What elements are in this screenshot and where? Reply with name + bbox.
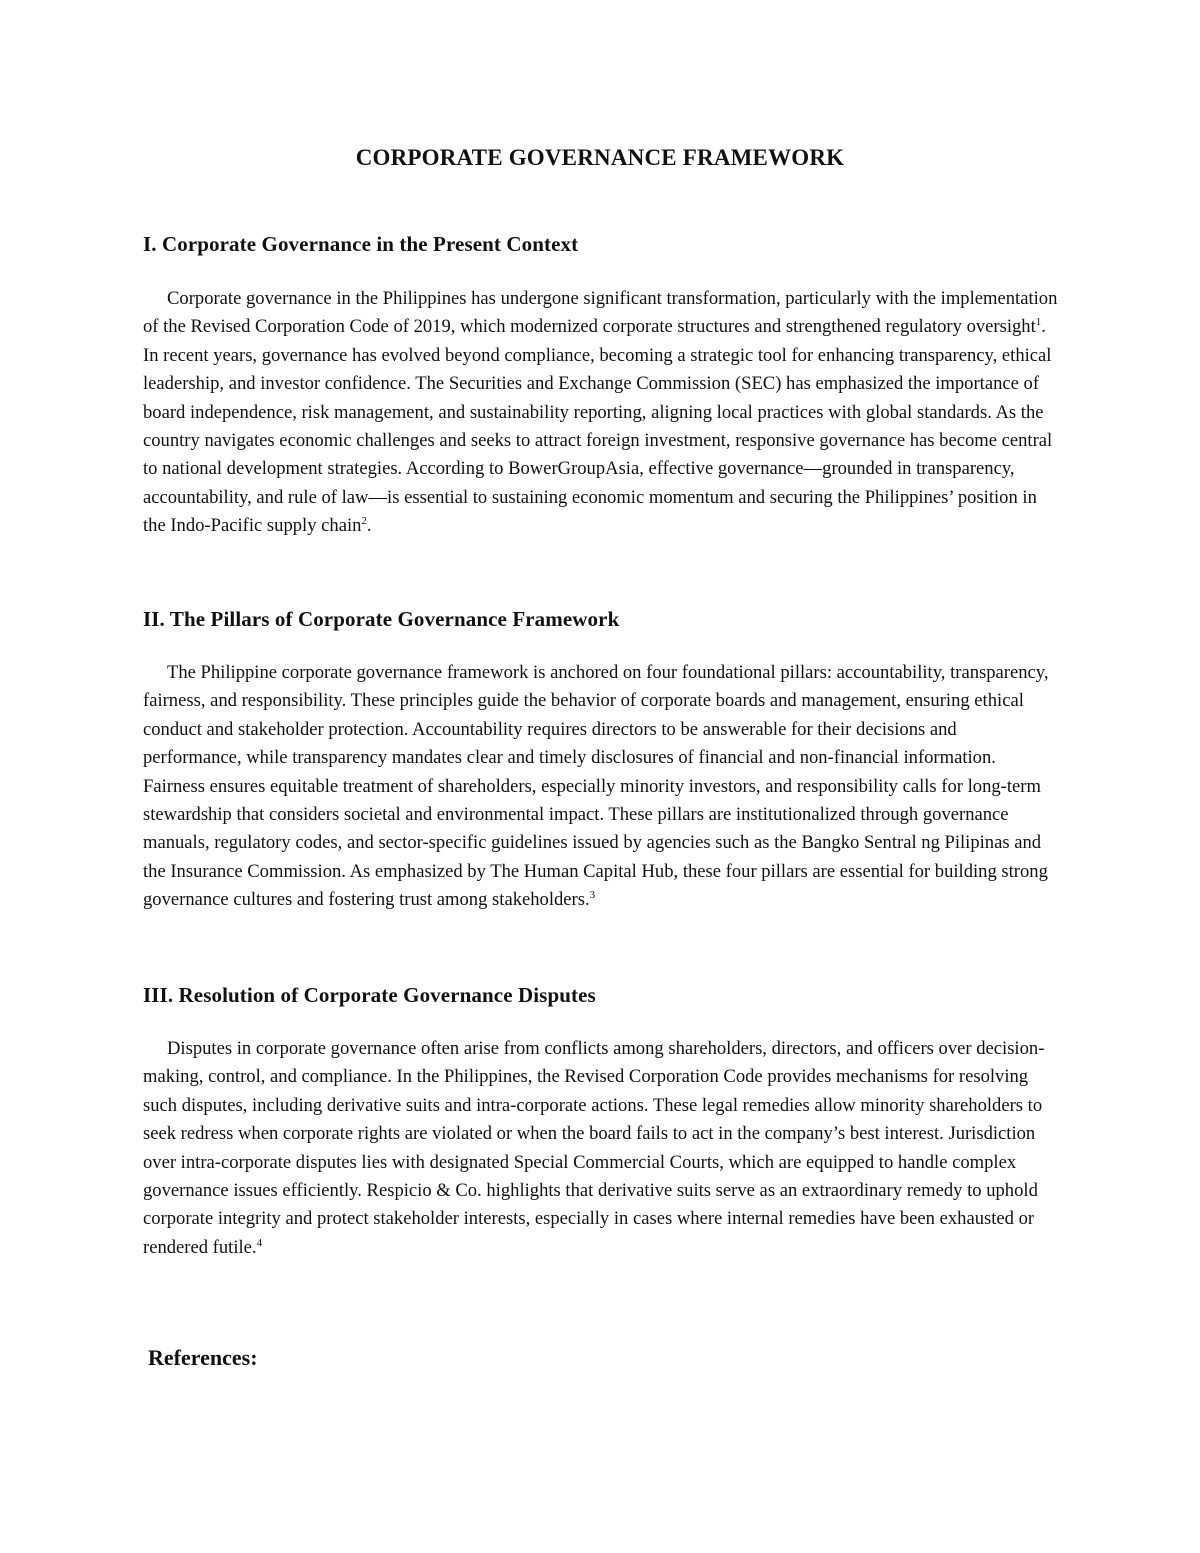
- footnote-marker: 2: [361, 515, 367, 528]
- footnote-marker: 3: [589, 889, 596, 902]
- section-paragraph-3: [143, 1035, 1058, 1262]
- paragraph-text: Corporate governance in the Philippines has undergone significant transformation, particularly with the implementation of the Revised Corporation Code of 2019, which modernized corporate structures and strengthened regulatory oversight: [143, 288, 1058, 338]
- section-paragraph-1: [143, 285, 1058, 541]
- footnote-marker: 1: [1035, 316, 1042, 329]
- section-heading-1: I. Corporate Governance in the Present Context: [143, 232, 579, 256]
- document-title: CORPORATE GOVERNANCE FRAMEWORK: [355, 145, 845, 170]
- paragraph-text: . In recent years, governance has evolved beyond compliance, becoming a strategic tool for enhancing transparency, ethical leadership, and investor confidence. The Securities and Exchange Commission (SEC) has emphasized the importance of board independence, risk management, and sustainability reporting, aligning local practices with global standards. As the country navigates economic challenges and seeks to attract foreign investment, responsive governance has become central to national development strategies. According to BowerGroupAsia, effective governance—grounded in transparency, accountability, and rule of law—is essential to sustaining economic momentum and securing the Philippines’ position in the Indo-Pacific supply chain: [143, 316, 1053, 537]
- paragraph-text: The Philippine corporate governance framework is anchored on four foundational pillars: accountability, transparency, fairness, and responsibility. These principles guide the behavior of corporate boards and management, ensuring ethical conduct and stakeholder protection. Accountability requires directors to be answerable for their decisions and performance, while transparency mandates clear and timely disclosures of financial and non-financial information. Fairness ensures equitable treatment of shareholders, especially minority investors, and responsibility calls for long-term stewardship that considers societal and environmental impact. These pillars are institutionalized through governance manuals, regulatory codes, and sector-specific guidelines issued by agencies such as the Bangko Sentral ng Pilipinas and the Insurance Commission. As emphasized by The Human Capital Hub, these four pillars are essential for building strong governance cultures and fostering trust among stakeholders.: [143, 662, 1049, 911]
- footnote-marker: 4: [256, 1236, 263, 1249]
- section-paragraph-2: [143, 659, 1058, 915]
- paragraph-text: Disputes in corporate governance often arise from conflicts among shareholders, directors, and officers over decision-making, control, and compliance. In the Philippines, the Revised Corporation Code provides mechanisms for resolving such disputes, including derivative suits and intra-corporate actions. These legal remedies allow minority shareholders to seek redress when corporate rights are violated or when the board fails to act in the company’s best interest. Jurisdiction over intra-corporate disputes lies with designated Special Commercial Courts, which are equipped to handle complex governance issues efficiently. Respicio & Co. highlights that derivative suits serve as an extraordinary remedy to uphold corporate integrity and protect stakeholder interests, especially in cases where internal remedies have been exhausted or rendered futile.: [143, 1038, 1045, 1258]
- section-heading-2: II. The Pillars of Corporate Governance Framework: [143, 607, 620, 631]
- section-heading-3: III. Resolution of Corporate Governance Disputes: [143, 983, 596, 1007]
- paragraph-text: .: [366, 515, 372, 537]
- references-heading: References:: [148, 1345, 258, 1370]
